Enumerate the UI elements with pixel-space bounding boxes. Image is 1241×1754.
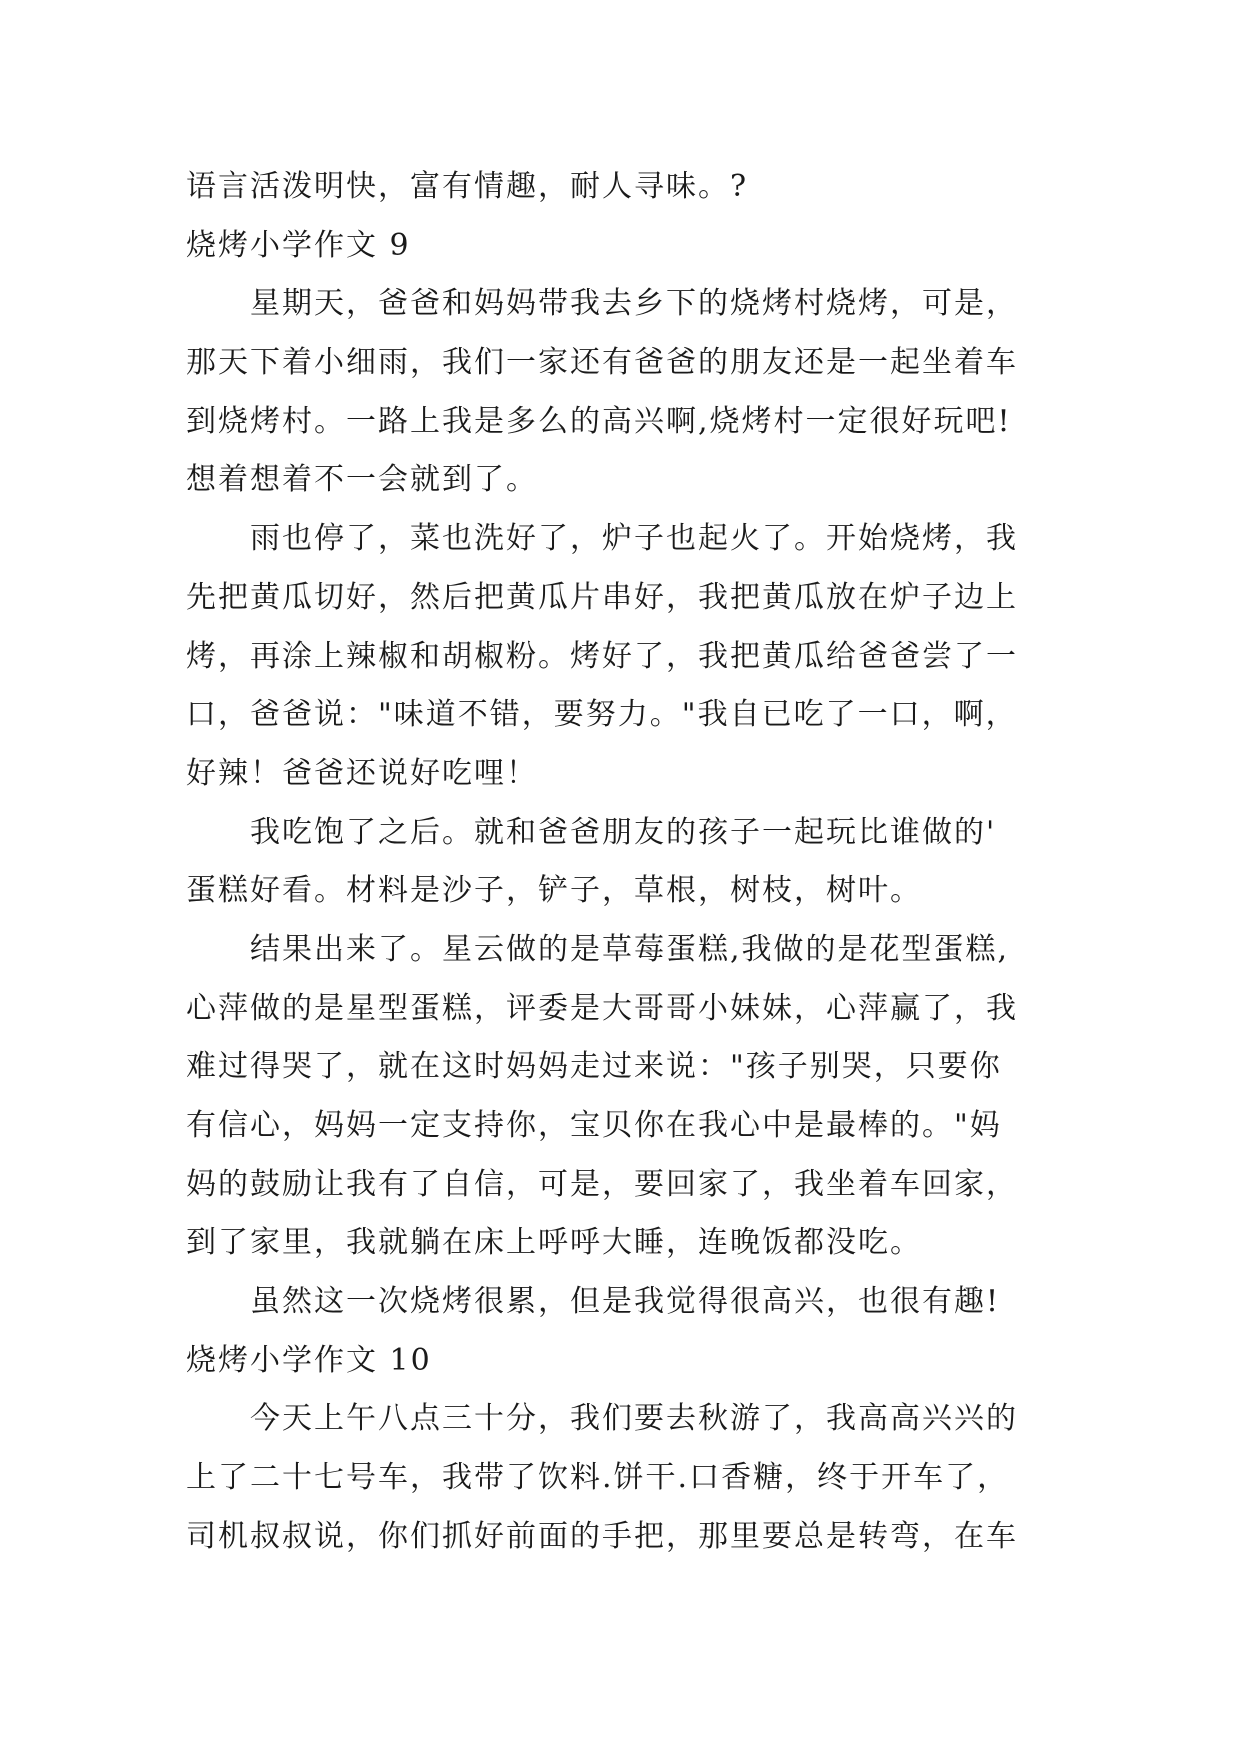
paragraph-start-line: 结果出来了。星云做的是草莓蛋糕,我做的是花型蛋糕, [250,931,1010,967]
text-line: 好辣！爸爸还说好吃哩！ [186,755,538,791]
text-line: 心萍做的是星型蛋糕，评委是大哥哥小妹妹，心萍赢了，我 [186,990,1018,1026]
text-line: 难过得哭了，就在这时妈妈走过来说："孩子别哭，只要你 [186,1049,1002,1085]
text-line: 语言活泼明快，富有情趣，耐人寻味。? [186,169,749,204]
paragraph-start-line: 星期天，爸爸和妈妈带我去乡下的烧烤村烧烤，可是， [250,286,1018,322]
paragraph-start-line: 我吃饱了之后。就和爸爸朋友的孩子一起玩比谁做的' [250,814,997,850]
text-line: 有信心，妈妈一定支持你，宝贝你在我心中是最棒的。"妈 [186,1108,1002,1143]
text-line: 口，爸爸说："味道不错，要努力。"我自已吃了一口，啊， [186,697,1018,733]
text-line: 妈的鼓励让我有了自信，可是，要回家了，我坐着车回家， [186,1166,1018,1202]
paragraph-start-line: 雨也停了，菜也洗好了，炉子也起火了。开始烧烤，我 [250,521,1018,557]
text-line: 上了二十七号车，我带了饮料.饼干.口香糖，终于开车了， [186,1460,1010,1496]
essay-heading: 烧烤小学作文 9 [186,227,411,263]
paragraph-start-line: 虽然这一次烧烤很累，但是我觉得很高兴，也很有趣! [250,1284,1001,1320]
document-body [186,158,1066,1567]
essay-heading: 烧烤小学作文 10 [186,1342,432,1378]
text-line: 烤，再涂上辣椒和胡椒粉。烤好了，我把黄瓜给爸爸尝了一 [186,638,1018,674]
text-line: 蛋糕好看。材料是沙子，铲子，草根，树枝，树叶。 [186,873,922,909]
text-line: 先把黄瓜切好，然后把黄瓜片串好，我把黄瓜放在炉子边上 [186,579,1018,615]
text-line: 到了家里，我就躺在床上呼呼大睡，连晚饭都没吃。 [186,1225,922,1261]
paragraph-start-line: 今天上午八点三十分，我们要去秋游了，我高高兴兴的 [250,1401,1018,1437]
text-line: 司机叔叔说，你们抓好前面的手把，那里要总是转弯，在车 [186,1518,1018,1554]
text-line: 那天下着小细雨，我们一家还有爸爸的朋友还是一起坐着车 [186,345,1018,381]
text-line: 想着想着不一会就到了。 [186,462,538,498]
text-line: 到烧烤村。一路上我是多么的高兴啊,烧烤村一定很好玩吧! [186,403,1012,439]
